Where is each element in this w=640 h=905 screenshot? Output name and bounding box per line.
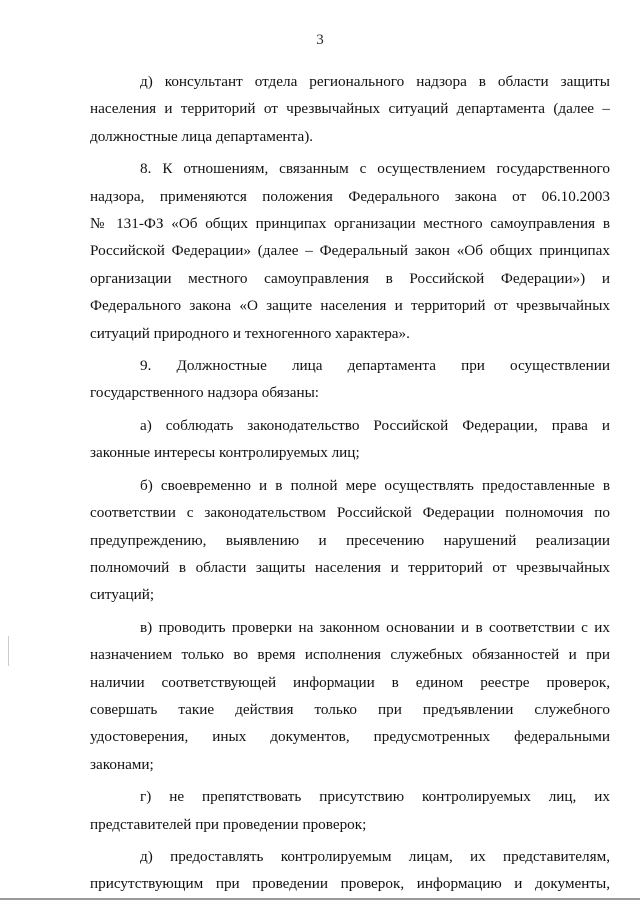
paragraph-9-g xyxy=(90,783,610,838)
paragraph-9-b xyxy=(90,472,610,609)
text-line: ситуаций природного и техногенного характера». xyxy=(90,324,410,342)
scan-margin-mark xyxy=(8,636,9,666)
text-line: полномочий в области защиты населения и территорий от чрезвычайных xyxy=(90,558,610,576)
text-line: законные интересы контролируемых лиц; xyxy=(90,444,360,462)
document-body xyxy=(90,68,610,903)
text-line: Российской Федерации» (далее – Федеральный закон «Об общих принципах xyxy=(90,242,610,260)
text-line: удостоверения, иных документов, предусмотренных федеральными xyxy=(90,728,610,746)
text-line: ситуаций; xyxy=(90,586,155,604)
text-line: населения и территорий от чрезвычайных ситуаций департамента (далее – xyxy=(90,100,610,118)
paragraph-9 xyxy=(90,352,610,407)
paragraph-9-v xyxy=(90,614,610,778)
text-line: должностные лица департамента). xyxy=(90,127,314,145)
paragraph-9-d xyxy=(90,843,610,898)
text-line: надзора, применяются положения Федерального закона от 06.10.2003 xyxy=(90,187,610,205)
scan-bottom-edge xyxy=(0,898,640,900)
text-line: назначением только во время исполнения служебных обязанностей и при xyxy=(90,646,610,664)
text-line: совершать такие действия только при предъявлении служебного xyxy=(90,700,610,718)
text-line: организации местного самоуправления в Российской Федерации») и xyxy=(90,269,610,287)
text-line: 8. К отношениям, связанным с осуществлением государственного xyxy=(140,160,610,178)
paragraph-d-consultant xyxy=(90,68,610,150)
text-line: представителей при проведении проверок; xyxy=(90,815,367,833)
text-line: г) не препятствовать присутствию контролируемых лиц, их xyxy=(140,788,610,806)
text-line: в) проводить проверки на законном основании и в соответствии с их xyxy=(140,618,610,636)
text-line: наличии соответствующей информации в едином реестре проверок, xyxy=(90,673,610,691)
text-line: а) соблюдать законодательство Российской Федерации, права и xyxy=(140,416,610,434)
text-line: б) своевременно и в полной мере осуществлять предоставленные в xyxy=(140,476,610,494)
text-line: законами; xyxy=(90,755,154,773)
text-line: № 131-ФЗ «Об общих принципах организации местного самоуправления в xyxy=(90,215,610,233)
paragraph-8 xyxy=(90,155,610,347)
text-line: присутствующим при проведении проверок, информацию и документы, xyxy=(90,875,610,893)
text-line: д) консультант отдела регионального надзора в области защиты xyxy=(140,73,610,90)
text-line: 9. Должностные лица департамента при осуществлении xyxy=(140,357,610,375)
text-line: Федерального закона «О защите населения и территорий от чрезвычайных xyxy=(90,297,610,315)
text-line: соответствии с законодательством Российской Федерации полномочия по xyxy=(90,504,610,522)
text-line: государственного надзора обязаны: xyxy=(90,384,319,402)
text-line: предупреждению, выявлению и пресечению нарушений реализации xyxy=(90,531,610,549)
paragraph-9-a xyxy=(90,412,610,467)
page-number: 3 xyxy=(316,32,324,48)
text-line: д) предоставлять контролируемым лицам, их представителям, xyxy=(140,847,610,865)
